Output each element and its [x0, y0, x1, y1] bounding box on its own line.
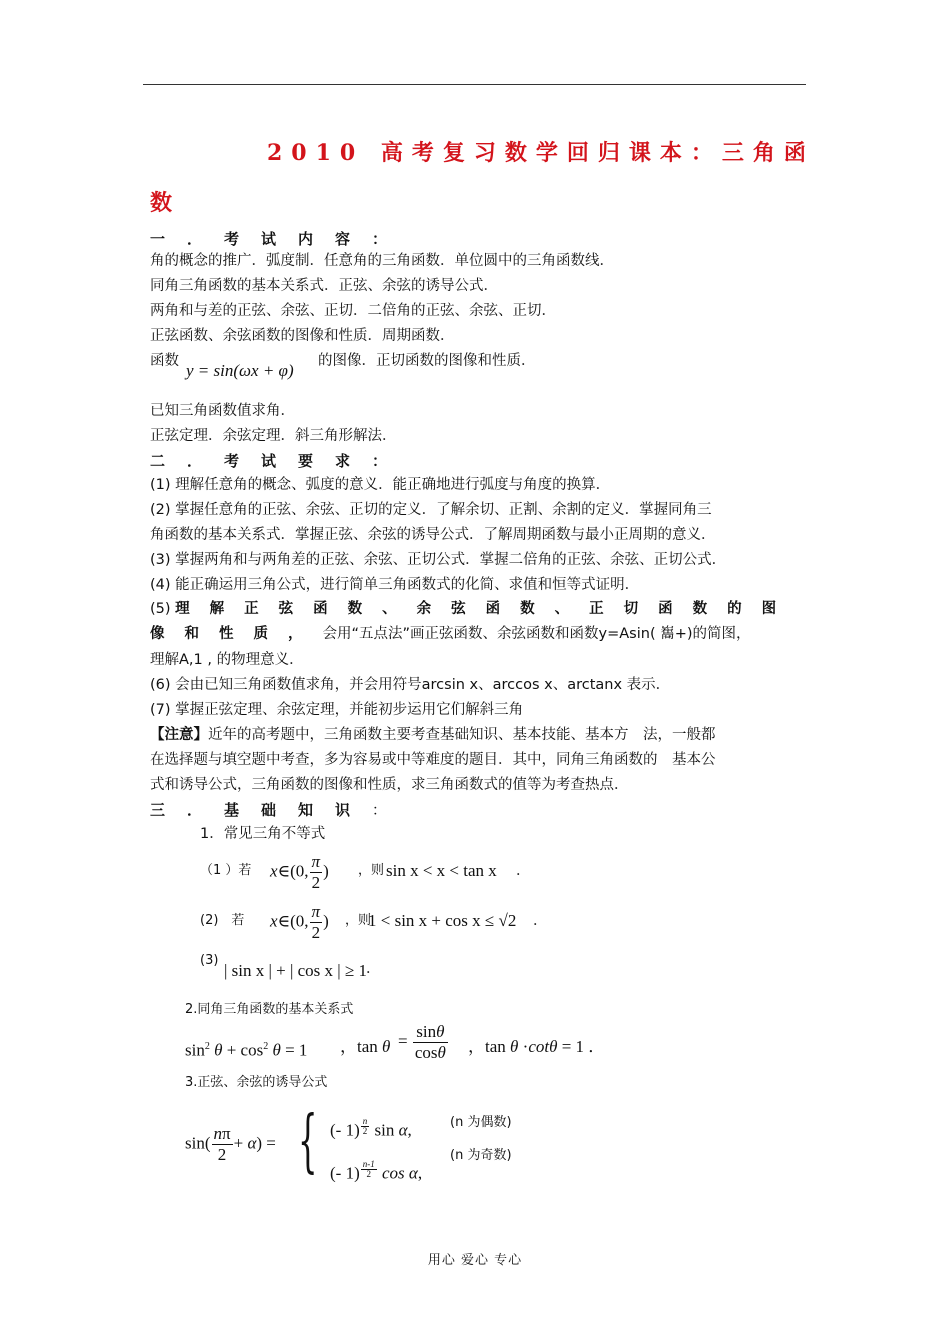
subsection-title: 1．常见三角不等式	[200, 826, 326, 842]
requirement-line: (2) 掌握任意角的正弦、余弦、正切的定义．了解余切、正割、余割的定义．掌握同角三	[150, 502, 712, 518]
function-line	[150, 352, 179, 370]
period: ．	[533, 913, 548, 929]
document-title: 2010 高考复习数学回归课本：三角函	[267, 140, 815, 166]
case-even-formula: (- 1) $^{\frac{n}{2}}$ sin α,	[330, 1116, 412, 1140]
inequality-result: 1 < sin x + cos x ≤ √2	[368, 911, 517, 930]
note-line: 式和诱导公式，三角函数的图像和性质，求三角函数式的值等为考查热点．	[150, 777, 629, 793]
note-text: 近年的高考题中，三角函数主要考查基础知识、基本技能、基本方 法，一般都	[208, 727, 716, 743]
requirement-line: 理解A,1 , 的物理意义．	[150, 652, 304, 668]
note-line: 在选择题与填空题中考查，多为容易或中等难度的题目．其中，同角三角函数的 基本公	[150, 752, 716, 768]
content-line: 正弦定理．余弦定理．斜三角形解法．	[150, 428, 397, 444]
case-even-label: (n 为偶数)	[450, 1115, 512, 1130]
pythagorean-identity: $\sin^2 \theta + \cos^2 \theta = 1$	[185, 1040, 308, 1060]
requirement-line: (4) 能正确运用三角公式，进行简单三角函数式的化简、求值和恒等式证明．	[150, 577, 640, 593]
note-label: 【注意】	[150, 727, 208, 743]
subsection-title: 2.同角三角函数的基本关系式	[185, 1002, 354, 1017]
content-line: 同角三角函数的基本关系式．正弦、余弦的诱导公式．	[150, 278, 498, 294]
req-bold-text: 理解正弦函数、余弦函数、正切函数的图	[175, 601, 797, 617]
requirement-line: 角函数的基本关系式．掌握正弦、余弦的诱导公式．了解周期函数与最小正周期的意义．	[150, 527, 716, 543]
content-line: 角的概念的推广．弧度制．任意角的三角函数．单位圆中的三角函数线．	[150, 253, 614, 269]
heading-colon: ：	[372, 803, 387, 819]
period: ．	[516, 863, 531, 879]
content-line: 两角和与差的正弦、余弦、正切．二倍角的正弦、余弦、正切．	[150, 303, 556, 319]
subsection-title: 3.正弦、余弦的诱导公式	[185, 1075, 328, 1090]
func-formula: y = sin(ωx + φ)	[186, 361, 294, 380]
inequality-label: (3)	[200, 953, 219, 968]
page-footer: 用心 爱心 专心	[427, 1253, 523, 1268]
content-line: 正弦函数、余弦函数的图像和性质．周期函数．	[150, 328, 455, 344]
document-title-continued: 数	[150, 190, 182, 216]
section-heading: 三．基础知识	[150, 801, 373, 819]
inequality-condition: x∈(0, $\frac{\pi}{2}$ )	[270, 902, 329, 942]
req-number: (5)	[150, 601, 171, 617]
requirement-line: (3) 掌握两角和与两角差的正弦、余弦、正切公式．掌握二倍角的正弦、余弦、正切公式．	[150, 552, 727, 568]
note-line	[150, 726, 716, 744]
tan-identity: ，tan θ	[340, 1037, 391, 1056]
requirement-line: (6) 会由已知三角函数值求角，并会用符号arcsin x、arccos x、arctanx 表示．	[150, 677, 671, 693]
inequality-condition: x∈(0, $\frac{\pi}{2}$ )	[270, 852, 329, 892]
inequality-result: sin x < x < tan x	[386, 861, 497, 880]
section-heading: 二．考试要求：	[150, 452, 410, 470]
section-heading-line	[150, 801, 387, 820]
requirement-line	[150, 600, 796, 618]
case-odd-formula: (- 1) $^{\frac{n-1}{2}}$ cos α,	[330, 1159, 423, 1183]
requirement-line	[150, 625, 751, 643]
requirement-line: (1) 理解任意角的概念、弧度的意义．能正确地进行弧度与角度的换算．	[150, 477, 611, 493]
case-odd-label: (n 为奇数)	[450, 1148, 512, 1163]
func-suffix: 的图像．正切函数的图像和性质．	[318, 353, 536, 369]
req-bold-text: 像和性质，	[150, 626, 323, 642]
requirement-line: (7) 掌握正弦定理、余弦定理，并能初步运用它们解斜三角	[150, 702, 524, 718]
brace: {	[298, 1102, 318, 1181]
induction-lhs: sin( $\frac{n\pi}{2}$ + α) =	[185, 1124, 276, 1164]
req-text: 会用“五点法”画正弦函数、余弦函数和函数y=Asin( 雟+)的简图，	[322, 626, 751, 642]
header-rule	[143, 84, 806, 85]
then-text: ，则	[358, 863, 385, 878]
inequality-label: (2) 若	[200, 913, 245, 928]
func-prefix: 函数	[150, 353, 179, 369]
cot-identity: ，tan θ ·cotθ = 1 ．	[468, 1037, 606, 1056]
tan-fraction: = $\frac{\sin\theta}{\cos\theta}$	[398, 1022, 446, 1062]
period: ．	[366, 961, 381, 977]
inequality-result: | sin x | + | cos x | ≥ 1	[224, 961, 368, 980]
section-heading: 一．考试内容：	[150, 230, 410, 248]
then-text: ，则	[345, 913, 372, 928]
inequality-label: （1 ）若	[200, 863, 252, 878]
content-line: 已知三角函数值求角．	[150, 403, 295, 419]
